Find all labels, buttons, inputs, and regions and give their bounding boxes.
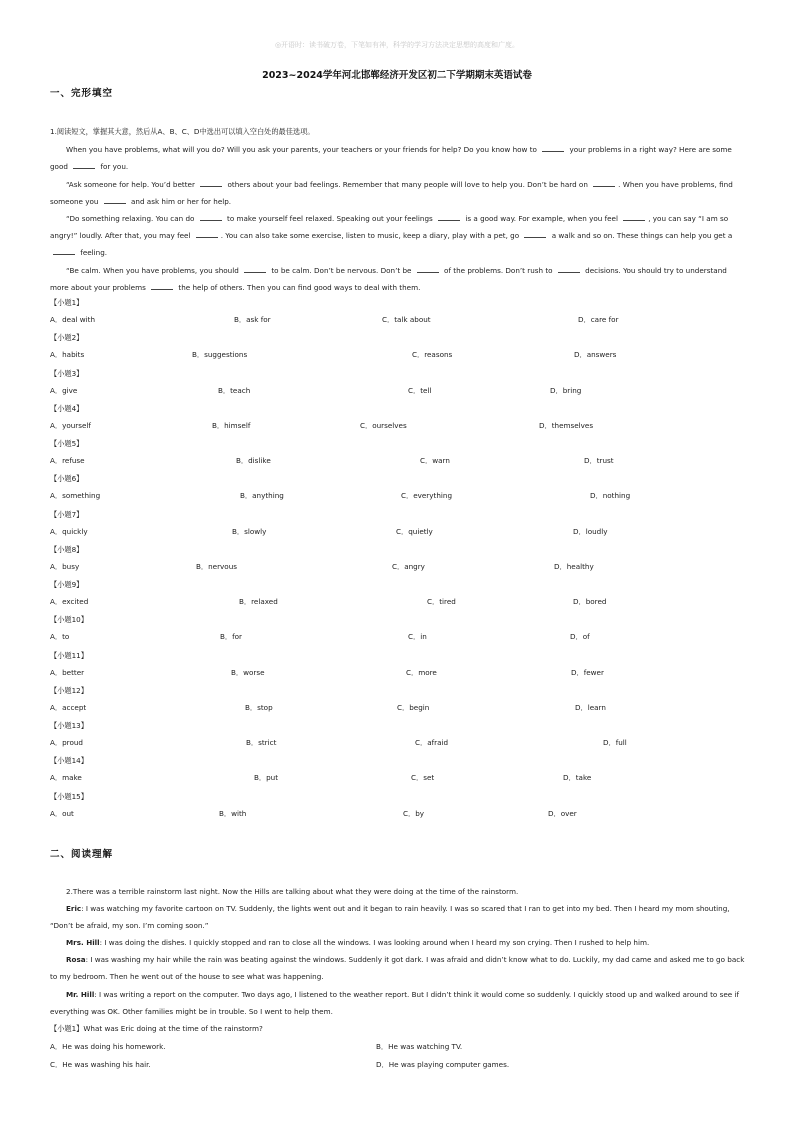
option-b: B．with (219, 808, 247, 818)
passage-text: . You can also take some exercise, listen to music, keep a diary, play with a pet, go (220, 231, 522, 240)
question-label: 【小题2】 (50, 333, 84, 343)
answer-blank (593, 179, 615, 187)
watermark: ◎开语时：读书破万卷，下笔如有神，科学的学习方法决定思想的高度和广度。 (274, 41, 520, 49)
option-b: B．worse (231, 667, 265, 677)
option-b: B．suggestions (192, 350, 248, 360)
option-d: D．healthy (554, 561, 594, 571)
answer-blank (73, 161, 95, 169)
reading-option-b: B．He was watching TV. (376, 1042, 463, 1051)
question-label: 【小题9】 (50, 580, 84, 589)
option-c: C．afraid (415, 738, 449, 747)
option-c: C．talk about (382, 315, 431, 324)
option-c: C．angry (392, 561, 425, 571)
question-label: 【小题12】 (50, 685, 88, 695)
reading-question-stem: 【小题1】What was Eric doing at the time of the rainstorm? (50, 1024, 263, 1033)
option-a: A．give (50, 385, 78, 395)
passage-text: “Do something relaxing. You can do (66, 214, 197, 223)
option-b: B．nervous (196, 561, 238, 571)
passage-text: to be calm. Don’t be nervous. Don’t be (269, 266, 414, 275)
passage-line (50, 161, 750, 171)
option-d: D．of (570, 632, 590, 642)
section1-heading: 一、完形填空 (50, 88, 114, 99)
passage-line (50, 247, 750, 257)
question-label: 【小题4】 (50, 403, 84, 413)
answer-blank (524, 230, 546, 238)
reading-line (50, 972, 750, 981)
passage-line (50, 196, 750, 206)
option-d: D．themselves (539, 420, 594, 430)
speaker-text: to my bedroom. Then he went out of the house to see what was happening. (50, 972, 324, 981)
reading-line (50, 921, 750, 930)
speaker-text: : I was watching my favorite cartoon on TV. Suddenly, the lights went out and it began to rain heavily. I was so scared that I ran to get into my bed. Then I heard my mom shouting, (81, 904, 730, 913)
reading-line (66, 938, 766, 947)
answer-blank (200, 213, 222, 221)
reading-line (66, 904, 766, 913)
option-c: C．in (408, 632, 427, 642)
speaker-name: Mr. Hill (66, 990, 95, 999)
option-d: D．full (603, 738, 627, 747)
question-label: 【小题5】 (50, 439, 84, 448)
option-a: A．make (50, 773, 82, 783)
option-b: B．put (254, 773, 279, 783)
passage-text: a walk and so on. These things can help you get a (549, 231, 733, 240)
answer-blank (244, 265, 266, 273)
reading-line (66, 990, 766, 999)
passage-text: “Be calm. When you have problems, you should (66, 266, 242, 275)
answer-blank (558, 265, 580, 273)
passage-text: is a good way. For example, when you feel (463, 214, 621, 223)
option-c: C．ourselves (360, 420, 407, 430)
option-b: B．teach (218, 385, 251, 395)
speaker-text: : I was doing the dishes. I quickly stopped and ran to close all the windows. I was looking around when I heard my son crying. Then I rushed to help him. (99, 938, 650, 947)
passage-line (66, 213, 766, 223)
option-c: C．everything (401, 491, 453, 501)
option-a: A．out (50, 808, 74, 818)
passage-text: for you. (98, 162, 129, 171)
passage-text: of the problems. Don’t rush to (441, 266, 555, 275)
reading-intro: 2.There was a terrible rainstorm last night. Now the Hills are talking about what they were doing at the time of the rainstorm. (66, 887, 519, 896)
passage-line (66, 144, 766, 154)
option-a: A．busy (50, 561, 80, 571)
answer-blank (196, 230, 218, 238)
option-d: D．nothing (590, 491, 631, 501)
question-label: 【小题1】 (50, 298, 84, 307)
option-b: B．for (220, 632, 243, 642)
section1-instruction: 1.阅读短文，掌握其大意，然后从A、B、C、D中选出可以填入空白处的最佳选项。 (50, 127, 315, 136)
option-a: A．to (50, 632, 70, 642)
speaker-text: : I was washing my hair while the rain was beating against the windows. Suddenly it got dark. I was afraid and didn’t know what to do. Luckily, my dad came and asked me to go back (85, 955, 745, 964)
page-title: 2023~2024学年河北邯郸经济开发区初二下学期期末英语试卷 (262, 70, 532, 81)
option-d: D．bored (573, 597, 607, 606)
passage-line (50, 282, 750, 292)
option-d: D．over (548, 808, 577, 818)
reading-line (50, 1007, 750, 1016)
option-b: B．ask for (234, 315, 271, 324)
answer-blank (200, 179, 222, 187)
option-c: C．set (411, 773, 435, 783)
speaker-text: “Don’t be afraid, my son. I’m coming soon.” (50, 921, 209, 930)
option-a: A．better (50, 667, 85, 677)
speaker-text: everything was OK. Other families might be in trouble. So I went to help them. (50, 1007, 333, 1016)
question-label: 【小题13】 (50, 721, 88, 730)
option-d: D．trust (584, 456, 614, 465)
question-label: 【小题14】 (50, 756, 88, 766)
option-a: A．refuse (50, 456, 85, 465)
question-label: 【小题6】 (50, 474, 84, 484)
option-d: D．answers (574, 350, 617, 360)
option-c: C．more (406, 667, 437, 677)
passage-text: and ask him or her for help. (128, 197, 232, 206)
option-d: D．take (563, 773, 592, 783)
option-b: B．slowly (232, 526, 267, 536)
option-d: D．bring (550, 385, 582, 395)
passage-text: someone you (50, 197, 101, 206)
reading-line (66, 955, 766, 964)
passage-text: feeling. (78, 248, 108, 257)
answer-blank (438, 213, 460, 221)
option-a: A．quickly (50, 526, 88, 536)
option-c: C．begin (397, 702, 430, 712)
option-c: C．quietly (396, 526, 433, 536)
option-b: B．strict (246, 738, 277, 747)
option-a: A．deal with (50, 315, 96, 324)
option-c: C．tired (427, 597, 456, 606)
answer-blank (542, 144, 564, 152)
option-a: A．yourself (50, 420, 91, 430)
passage-line (66, 179, 766, 189)
passage-text: angry!” loudly. After that, you may feel (50, 231, 193, 240)
option-d: D．fewer (571, 667, 604, 677)
option-a: A．something (50, 491, 101, 501)
answer-blank (104, 196, 126, 204)
reading-option-d: D．He was playing computer games. (376, 1060, 510, 1069)
answer-blank (417, 265, 439, 273)
question-label: 【小题10】 (50, 615, 88, 625)
question-label: 【小题15】 (50, 791, 88, 801)
passage-text: decisions. You should try to understand (582, 266, 727, 275)
answer-blank (623, 213, 645, 221)
option-c: C．by (403, 808, 425, 818)
option-b: B．stop (245, 702, 273, 712)
option-a: A．accept (50, 702, 87, 712)
reading-option-c: C．He was washing his hair. (50, 1060, 151, 1069)
reading-option-a: A．He was doing his homework. (50, 1042, 166, 1051)
option-c: C．tell (408, 385, 432, 395)
option-a: A．proud (50, 738, 83, 747)
option-b: B．relaxed (239, 597, 278, 606)
passage-text: others about your bad feelings. Remember that many people will love to help you. Don’t be hard on (225, 180, 591, 189)
question-label: 【小题7】 (50, 509, 84, 519)
passage-text: the help of others. Then you can find good ways to deal with them. (176, 283, 421, 292)
passage-text: , you can say “I am so (648, 214, 729, 223)
option-b: B．anything (240, 491, 284, 501)
passage-line (50, 230, 750, 240)
speaker-name: Rosa (66, 955, 86, 964)
question-label: 【小题11】 (50, 650, 88, 660)
option-b: B．dislike (236, 456, 271, 465)
passage-text: When you have problems, what will you do? Will you ask your parents, your teachers or your friends for help? Do you know how to (66, 145, 540, 154)
option-d: D．care for (578, 315, 619, 324)
speaker-name: Eric (66, 904, 82, 913)
passage-text: your problems in a right way? Here are some (567, 145, 732, 154)
question-label: 【小题8】 (50, 544, 84, 554)
passage-text: good (50, 162, 71, 171)
option-b: B．himself (212, 420, 251, 430)
speaker-text: : I was writing a report on the computer. Two days ago, I listened to the weather report. But I didn’t think it would come so suddenly. I quickly stood up and walked around to see if (94, 990, 739, 999)
passage-text: “Ask someone for help. You’d better (66, 180, 198, 189)
speaker-name: Mrs. Hill (66, 938, 100, 947)
option-d: D．loudly (573, 526, 608, 536)
passage-text: . When you have problems, find (618, 180, 733, 189)
passage-text: more about your problems (50, 283, 149, 292)
option-d: D．learn (575, 702, 606, 712)
option-a: A．habits (50, 350, 85, 360)
option-a: A．excited (50, 597, 89, 606)
passage-line (66, 265, 766, 275)
passage-text: to make yourself feel relaxed. Speaking out your feelings (224, 214, 436, 223)
section2-heading: 二、阅读理解 (50, 849, 114, 860)
answer-blank (53, 247, 75, 255)
option-c: C．reasons (412, 350, 453, 360)
question-label: 【小题3】 (50, 368, 84, 378)
answer-blank (151, 282, 173, 290)
option-c: C．warn (420, 456, 450, 465)
